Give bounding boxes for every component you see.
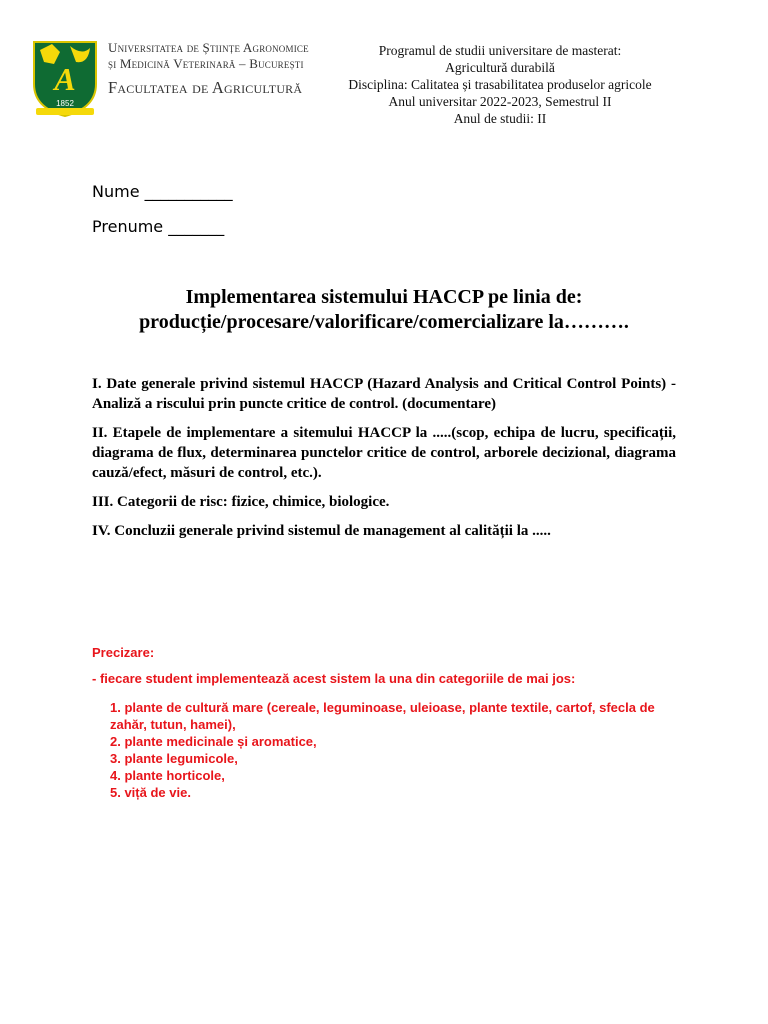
nume-field: Nume ___________ [92,182,233,201]
list-item: 2. plante medicinale și aromatice, [110,734,317,749]
university-crest-icon [30,38,100,118]
category-list [110,699,682,801]
program-info [312,42,688,127]
university-logo-block [30,38,312,122]
section-item: I. Date generale privind sistemul HACCP (Hazard Analysis and Critical Control Points) - Analiză a riscului prin puncte critice de control. (documentare) [92,376,676,412]
university-name-line1: Universitatea de Științe Agronomice [108,40,309,55]
university-name-line2: și Medicină Veterinară – București [108,56,304,71]
program-line: Programul de studii universitare de masterat: [378,43,622,58]
list-item: 1. plante de cultură mare (cereale, leguminoase, uleioase, plante textile, cartof, sfecla de zahăr, tutun, hamei), [110,700,655,732]
title-line2: producție/procesare/valorificare/comercializare la………. [139,311,629,333]
prenume-field: Prenume _______ [92,217,225,236]
list-item: 4. plante horticole, [110,768,225,783]
section-item: II. Etapele de implementare a sitemului HACCP la .....(scop, echipa de lucru, specificații, diagrama de flux, determinarea punctelor critice de control, arborele decizional, diagrama cauză/efect, măsuri de control, etc.). [92,425,676,481]
title-line1: Implementarea sistemului HACCP pe linia de: [185,286,583,308]
faculty-name: Facultatea de Agricultură [108,78,303,97]
sections-list [92,374,676,550]
crest-year: 1852 [56,99,74,108]
note-title: Precizare: [92,645,155,660]
document-title [60,285,708,335]
list-item: 5. viță de vie. [110,785,191,800]
crest-letter: A [54,61,76,97]
note-subtitle: - fiecare student implementează acest sistem la una din categoriile de mai jos: [92,671,576,686]
section-item: IV. Concluzii generale privind sistemul de management al calității la ..... [92,523,551,539]
academic-year-line: Anul universitar 2022-2023, Semestrul II [388,94,612,109]
study-year-line: Anul de studii: II [453,111,547,126]
program-name: Agricultură durabilă [445,60,555,75]
section-item: III. Categorii de risc: fizice, chimice, biologice. [92,494,390,510]
list-item: 3. plante legumicole, [110,751,238,766]
discipline-line: Disciplina: Calitatea și trasabilitatea produselor agricole [348,77,652,92]
